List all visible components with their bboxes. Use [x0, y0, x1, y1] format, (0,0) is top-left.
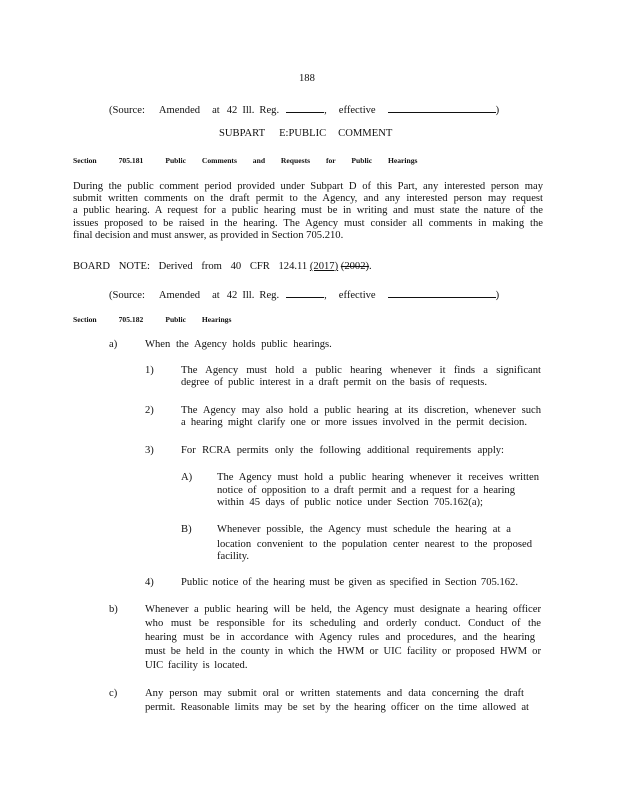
- list-marker: B): [181, 524, 192, 535]
- list-marker: 2): [145, 405, 154, 416]
- paragraph-line: submit written comments on the draft permit to the Agency, and any interested person may request: [73, 193, 543, 204]
- paragraph-line: a public hearing. A request for a public hearing must be in writing and must state the nature of the: [73, 205, 543, 216]
- source-ill: Ill.: [242, 105, 255, 116]
- section-title: Public Comments and Requests for Public Hearings: [165, 156, 418, 165]
- section-title: Public Hearings: [165, 315, 232, 324]
- register-page-blank: [286, 102, 324, 113]
- paragraph-line: issues proposed to be raised in the hearing. The Agency must consider all comments in making the: [73, 218, 543, 229]
- list-marker: 3): [145, 445, 154, 456]
- source-effective: effective: [338, 105, 376, 116]
- source-at: at: [212, 290, 220, 301]
- list-item-text: location convenient to the population center nearest to the proposed: [217, 539, 532, 550]
- subpart-heading: [219, 128, 392, 140]
- section-heading: [73, 156, 418, 165]
- list-item-text: Any person may submit oral or written statements and data concerning the draft: [145, 688, 524, 699]
- source-ref: 42: [226, 290, 238, 301]
- register-page-blank: [286, 287, 324, 298]
- source-ill: Ill.: [242, 290, 255, 301]
- list-marker: 1): [145, 365, 154, 376]
- section-label: Section: [73, 156, 97, 165]
- source-amended: Amended: [158, 105, 201, 116]
- list-item-text: The Agency must hold a public hearing whenever it finds a significant: [181, 365, 541, 376]
- source-reg: Reg.: [259, 290, 280, 301]
- source-comma: ,: [324, 105, 327, 116]
- list-marker: 4): [145, 577, 154, 588]
- source-prefix: (Source:: [109, 105, 145, 116]
- subpart-word: E:PUBLIC: [279, 128, 327, 139]
- section-label: Section: [73, 315, 97, 324]
- page-number: 188: [299, 73, 315, 84]
- board-note-end: .: [369, 261, 372, 272]
- list-item-text: who must be responsible for its scheduling and orderly conduct. Conduct of the: [145, 618, 541, 629]
- list-item-text: within 45 days of public notice under Section 705.162(a);: [217, 497, 483, 508]
- subpart-word: COMMENT: [338, 128, 393, 139]
- board-note: [73, 261, 372, 273]
- list-item-text: When the Agency holds public hearings.: [145, 339, 332, 350]
- list-marker: a): [109, 339, 118, 350]
- board-note-added: (2017): [309, 261, 339, 272]
- subpart-word: SUBPART: [219, 128, 266, 139]
- paragraph-line: final decision and must answer, as provided in Section 705.210.: [73, 230, 344, 241]
- source-close: ): [495, 290, 500, 301]
- list-item-text: The Agency may also hold a public hearing at its discretion, whenever such: [181, 405, 541, 416]
- source-comma: ,: [324, 290, 327, 301]
- source-note: [109, 102, 499, 117]
- source-ref: 42: [226, 105, 238, 116]
- list-item-text: Whenever possible, the Agency must schedule the hearing at a: [217, 524, 511, 535]
- effective-date-blank: [388, 102, 496, 113]
- list-item-text: permit. Reasonable limits may be set by the hearing officer on the time allowed at: [145, 702, 529, 713]
- source-reg: Reg.: [259, 105, 280, 116]
- list-item-text: hearing must be in accordance with Agency rules and procedures, and the hearing: [145, 632, 535, 643]
- source-amended: Amended: [158, 290, 201, 301]
- list-item-text: notice of opposition to a draft permit and a request for a hearing: [217, 485, 515, 496]
- source-note: [109, 287, 499, 302]
- list-marker: b): [109, 604, 118, 615]
- source-prefix: (Source:: [109, 290, 145, 301]
- section-heading: [73, 315, 231, 324]
- list-item-text: Public notice of the hearing must be given as specified in Section 705.162.: [181, 577, 518, 588]
- section-number: 705.182: [118, 315, 144, 324]
- list-item-text: facility.: [217, 551, 249, 562]
- list-item-text: must be held in the county in which the HWM or UIC facility or proposed HWM or: [145, 646, 541, 657]
- list-item-text: UIC facility is located.: [145, 660, 248, 671]
- paragraph-line: During the public comment period provided under Subpart D of this Part, any interested person may: [73, 181, 543, 192]
- source-effective: effective: [338, 290, 376, 301]
- list-item-text: degree of public interest in a draft permit on the basis of requests.: [181, 377, 487, 388]
- effective-date-blank: [388, 287, 496, 298]
- source-close: ): [495, 105, 500, 116]
- list-item-text: The Agency must hold a public hearing whenever it receives written: [217, 472, 539, 483]
- list-marker: c): [109, 688, 118, 699]
- list-item-text: a hearing might clarify one or more issues involved in the permit decision.: [181, 417, 527, 428]
- list-item-text: Whenever a public hearing will be held, the Agency must designate a hearing officer: [145, 604, 541, 615]
- board-note-text: BOARD NOTE: Derived from 40 CFR 124.11: [73, 261, 308, 272]
- list-item-text: For RCRA permits only the following additional requirements apply:: [181, 445, 504, 456]
- source-at: at: [212, 105, 220, 116]
- board-note-deleted: (2002): [340, 261, 370, 272]
- section-number: 705.181: [118, 156, 144, 165]
- list-marker: A): [181, 472, 193, 483]
